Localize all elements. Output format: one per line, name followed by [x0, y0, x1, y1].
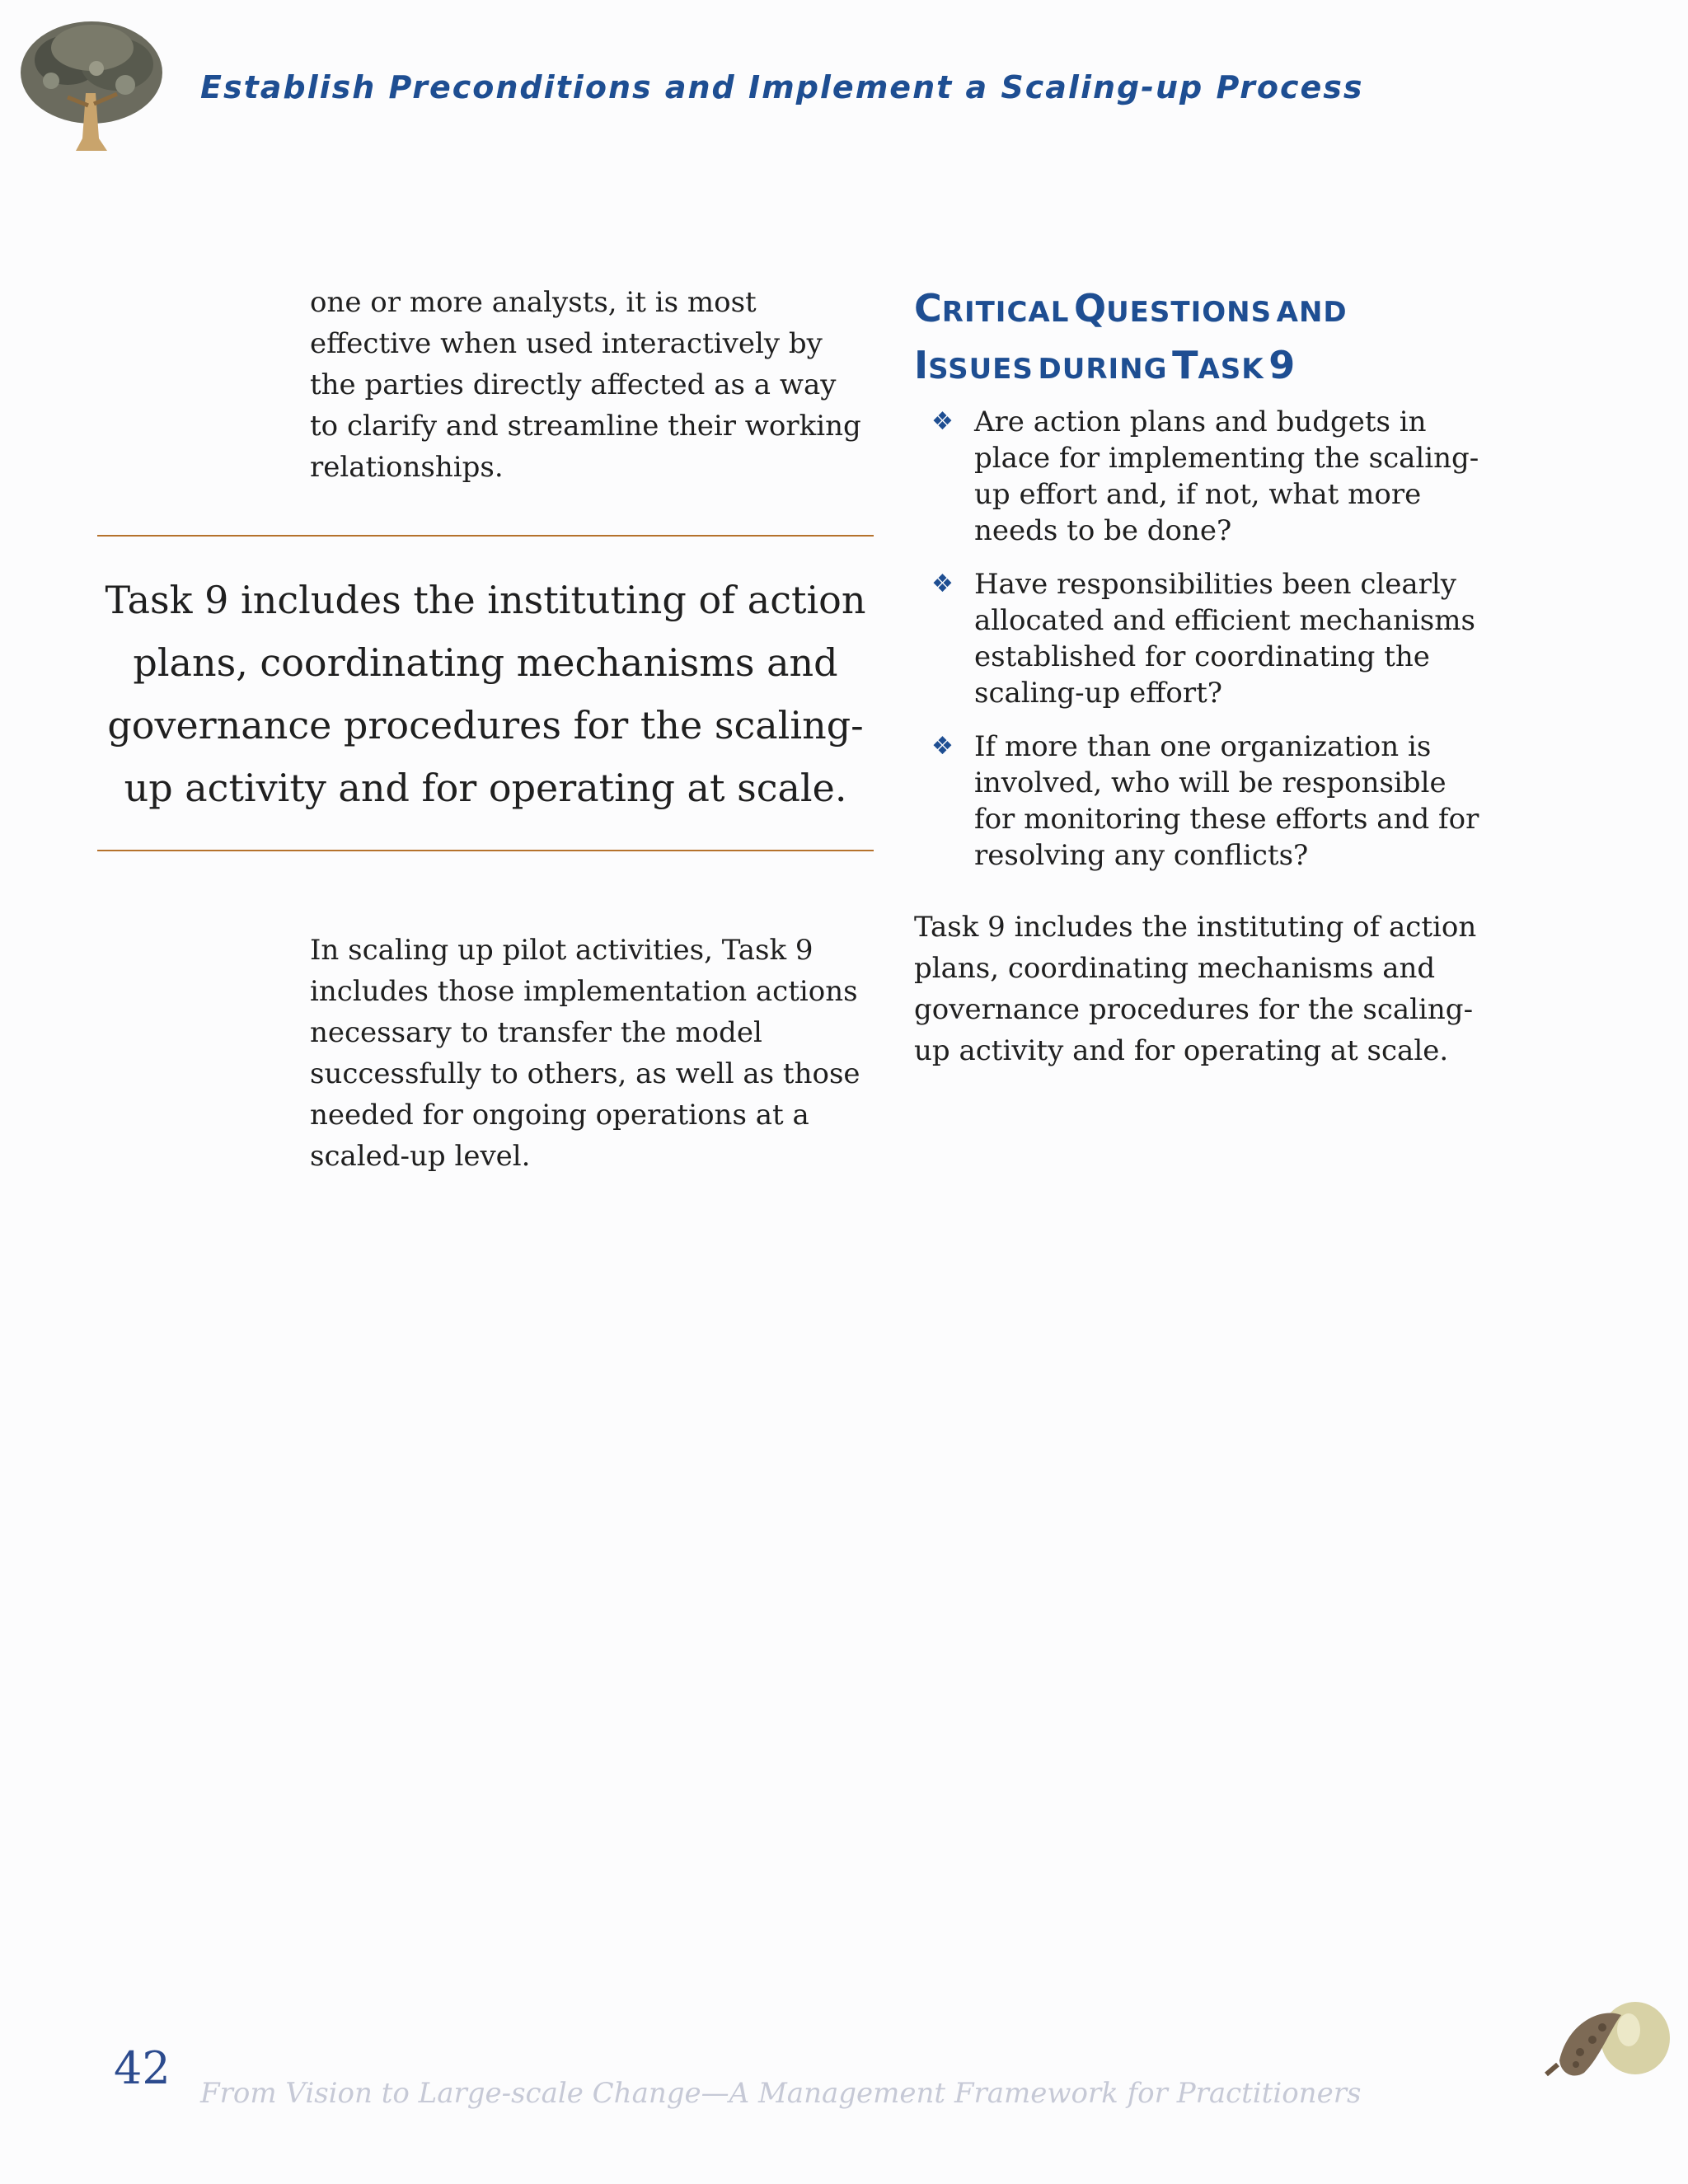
critical-questions-list: [931, 404, 1492, 891]
diamond-bullet-icon: ❖: [931, 569, 954, 598]
pull-quote: Task 9 includes the instituting of action plans, coordinating mechanisms and governance procedures for the scaling-up activity and for operating at scale.: [105, 578, 866, 810]
list-item: [931, 566, 1492, 711]
acorn-icon: [1543, 1982, 1675, 2089]
oak-tree-icon: [18, 15, 165, 153]
intro-paragraph: one or more analysts, it is most effective when used interactively by the parties directly affected as a way to clarify and streamline their working relationships.: [310, 286, 861, 484]
section-title: Establish Preconditions and Implement a Scaling-up Process: [200, 69, 1364, 105]
scaling-paragraph: In scaling up pilot activities, Task 9 includes those implementation actions necessary to transfer the model successfully to others, as well as those needed for ongoing operations at a scaled-up level.: [310, 934, 860, 1173]
footer-book-title: From Vision to Large-scale Change—A Management Framework for Practitioners: [200, 2077, 1362, 2110]
pull-quote-bottom-rule: [97, 850, 874, 851]
list-item-text: Have responsibilities been clearly allocated and efficient mechanisms established for coordinating the scaling-up effort?: [974, 568, 1475, 710]
page-number: 42: [114, 2042, 171, 2094]
diamond-bullet-icon: ❖: [931, 732, 954, 761]
critical-questions-heading: CRITICAL QUESTIONS AND ISSUES DURING TASK 9: [914, 286, 1348, 387]
diamond-bullet-icon: ❖: [931, 407, 954, 436]
task-summary-paragraph: Task 9 includes the instituting of action plans, coordinating mechanisms and governance procedures for the scaling-up activity and for operating at scale.: [914, 911, 1477, 1067]
list-item-text: Are action plans and budgets in place for implementing the scaling-up effort and, if not, what more needs to be done?: [974, 405, 1479, 547]
list-item-text: If more than one organization is involved, who will be responsible for monitoring these efforts and for resolving any conflicts?: [974, 730, 1479, 872]
pull-quote-top-rule: [97, 535, 874, 537]
list-item: [931, 404, 1492, 549]
list-item: [931, 729, 1492, 874]
